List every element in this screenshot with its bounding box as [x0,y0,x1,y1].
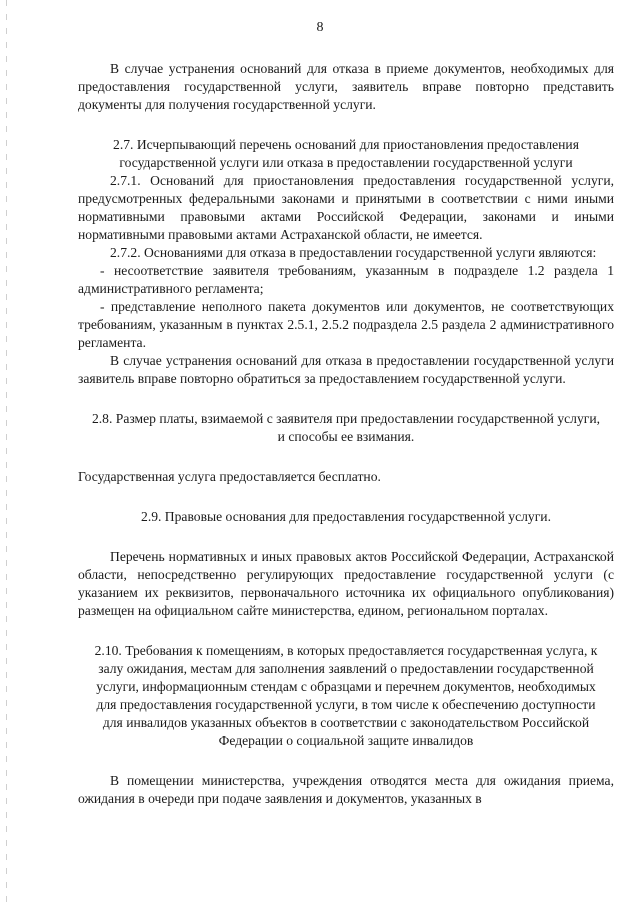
list-item-1: - несоответствие заявителя требованиям, указанным в подразделе 1.2 раздела 1 административного регламента; [78,263,614,296]
paragraph-2-7-1: 2.7.1. Оснований для приостановления предоставления государственной услуги, предусмотренных федеральными законами и принятыми в соответствии с ними иными нормативными правовыми актами Российской Федерации, законами и иными нормативными правовыми актами Астраханской области, не имеется. [78,173,614,242]
heading-2-10: 2.10. Требования к помещениям, в которых предоставляется государственная услуга, к залу ожидания, местам для заполнения заявлений о предоставлении государственной услуги, информационным стендам с образцами и перечнем документов, необходимых для предоставления государственной услуги, в том числе к обеспечению доступности для инвалидов указанных объектов в соответствии с законодательством Российской Федерации о социальной защите инвалидов [94,643,598,748]
paragraph-2-8: Государственная услуга предоставляется бесплатно. [78,469,381,484]
heading-2-7: 2.7. Исчерпывающий перечень оснований для приостановления предоставления государственной услуги или отказа в предоставлении государственной услуги [113,137,579,170]
heading-2-8: 2.8. Размер платы, взимаемой с заявителя при предоставлении государственной услуги, и способы ее взимания. [91,411,601,444]
paragraph-2-10: В помещении министерства, учреждения отводятся места для ожидания приема, ожидания в очереди при подаче заявления и документов, указанных в [78,773,614,806]
scan-edge-marks [6,0,7,905]
heading-2-9: 2.9. Правовые основания для предоставления государственной услуги. [141,509,551,524]
paragraph-refusal-documents: В случае устранения оснований для отказа в приеме документов, необходимых для предоставления государственной услуги, заявитель вправе повторно представить документы для получения государственной услуги. [78,61,614,112]
paragraph-2-9: Перечень нормативных и иных правовых актов Российской Федерации, Астраханской области, непосредственно регулирующих предоставление государственной услуги (с указанием их реквизитов, первоначального источника их официального опубликования) размещен на официальном сайте министерства, едином, региональном порталах. [78,549,614,618]
list-item-2: - представление неполного пакета документов или документов, не соответствующих требованиям, указанным в пунктах 2.5.1, 2.5.2 подраздела 2.5 раздела 2 административного регламента. [78,299,614,350]
paragraph-2-7-2: 2.7.2. Основаниями для отказа в предоставлении государственной услуги являются: [110,245,597,260]
paragraph-2-7-end: В случае устранения оснований для отказа в предоставлении государственной услуги заявитель вправе повторно обратиться за предоставлением государственной услуги. [78,353,614,386]
document-body [78,60,614,808]
page-number: 8 [316,20,324,35]
